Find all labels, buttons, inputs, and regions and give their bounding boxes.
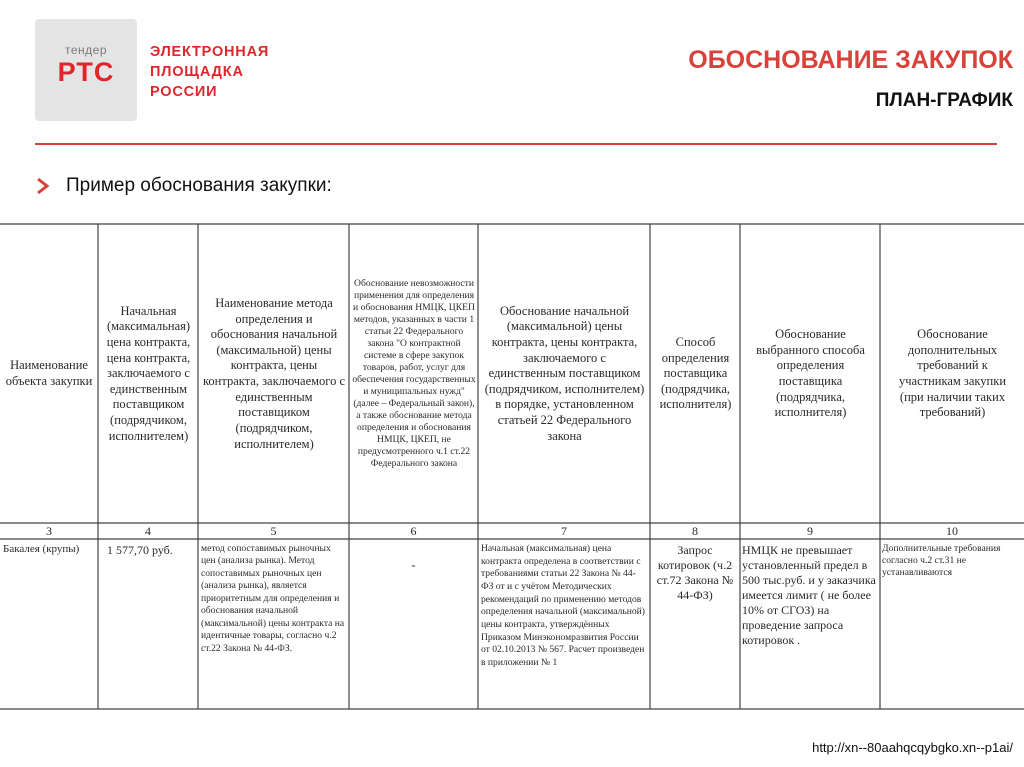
table-header-cell: Обоснование дополнительных требований к участникам закупки (при наличии таких требований) [898,327,1007,420]
column-number: 5 [270,524,277,538]
column-number: 8 [692,524,698,538]
logo [35,19,137,121]
table-header-cell: Обоснование невозможности применения для определения и обоснования НМЦК, ЦКЕП методов, указанных в части 1 статьи 22 Федерального закона "О контрактной системе в сфере закупок товаров, работ, услуг для обеспечения государственных и муниципальных нужд" (далее – Федеральный закон), а также обоснование метода определения и обоснования НМЦК, ЦКЕП, не предусмотренного ч.1 ст.22 Федерального закона [352,278,476,469]
column-number: 3 [46,524,52,538]
logo-caption-line: ЭЛЕКТРОННАЯ [150,44,270,60]
chevron-right-icon [36,177,50,195]
bullet-item [36,175,332,197]
column-number: 10 [946,524,958,538]
page-subtitle: ПЛАН-ГРАФИК [875,90,1013,111]
column-number: 9 [807,524,813,538]
logo-brand: РТС [57,57,115,87]
header-divider [35,143,997,145]
table-header-cell: Обоснование начальной (максимальной) цены контракта, цены контракта, заключаемого с единственным поставщиком (подрядчиком, исполнителем) в порядке, установленном статьей 22 Федерального закона [484,303,645,443]
table-header-cell: Наименование метода определения и обоснования начальной (максимальной) цены контракта, цены контракта, заключаемого с единственным поставщиком (подрядчиком, исполнителем) [202,295,346,451]
table-header-cell: Способ определения поставщика (подрядчика, исполнителя) [659,334,732,412]
column-number: 4 [145,524,151,538]
table-cell: Бакалея (крупы) [3,543,80,555]
column-number: 7 [561,524,567,538]
logo-caption-line: ПЛОЩАДКА [150,64,244,80]
column-number: 6 [410,524,417,538]
table-cell: НМЦК не превышает установленный предел в 500 тыс.руб. и у заказчика имеется лимит ( не более 10% от СГОЗ) на проведение запроса котировок . [742,543,876,647]
document-table [0,222,1024,712]
footer-url: http://xn--80aahqcqybgko.xn--p1ai/ [812,740,1013,755]
logo-small-text: тендер [64,43,107,57]
table-cell: Запрос котировок (ч.2 ст.72 Закона № 44-ФЗ) [656,543,734,602]
table-header-cell: Наименование объекта закупки [5,358,93,388]
logo-caption [150,42,269,102]
table-cell: Дополнительные требования согласно ч.2 ст.31 не устанавливаются [882,543,1001,578]
table-cell: - [411,558,416,572]
page-title: ОБОСНОВАНИЕ ЗАКУПОК [688,46,1013,74]
table-header-cell: Обоснование выбранного способа определения поставщика (подрядчика, исполнителя) [756,327,865,420]
table-cell: метод сопоставимых рыночных цен (анализа рынка). Метод сопоставимых рыночных цен (анализа рынка), является приоритетным для определения и обоснования начальной (максимальной) цены контракта на идентичные товары, согласно ч.2 ст.22 Закона № 44-ФЗ. [201,543,345,654]
table-cell: 1 577,70 руб. [107,543,173,557]
table-cell: Начальная (максимальная) цена контракта определена в соответствии с требованиями статьи 22 Закона № 44-ФЗ от и с учётом Методических рекомендаций по применению методов определения начальной (максимальной) цены контракта, утверждённых Приказом Минэкономразвития России от 02.10.2013 № 567. Расчет произведен в приложении № 1 [481,543,645,668]
logo-caption-line: РОССИИ [150,84,218,100]
bullet-text: Пример обоснования закупки: [66,175,332,196]
table-header-cell: Начальная (максимальная) цена контракта, цена контракта, заключаемого с единственным поставщиком (подрядчиком, исполнителем) [106,303,191,443]
